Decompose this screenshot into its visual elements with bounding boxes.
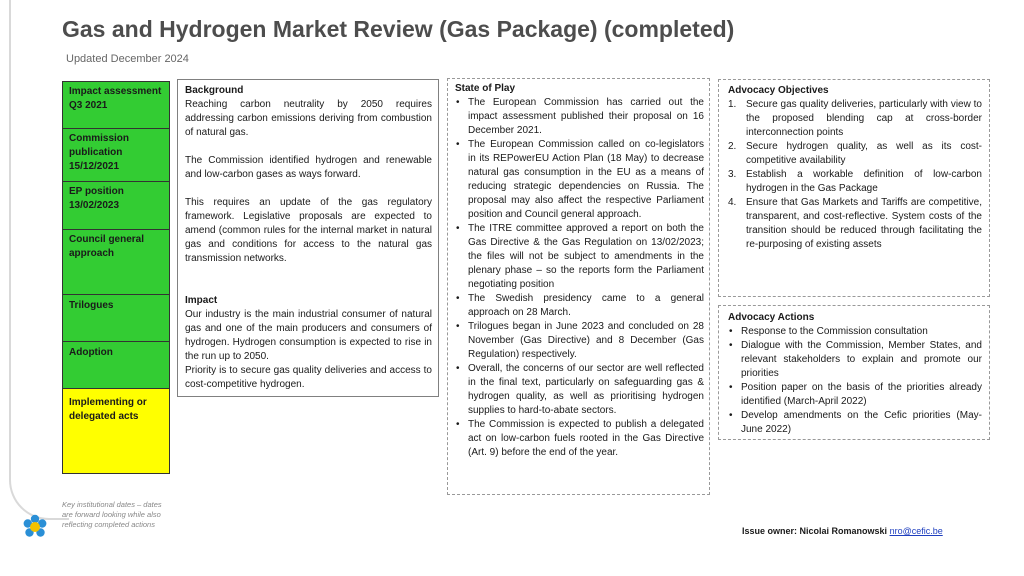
page-subtitle: Updated December 2024 — [66, 53, 189, 65]
timeline-step-impact-assessment: Impact assessment Q3 2021 — [63, 82, 169, 129]
issue-owner-label: Issue owner: Nicolai Romanowski — [742, 526, 888, 536]
impact-text: Our industry is the main industrial consumer of natural gas and one of the main producers and consumers of hydrogen. Hydrogen consumption is expected to rise in the run up to 2050. — [185, 309, 432, 362]
state-of-play-list — [455, 96, 704, 460]
advocacy-objectives-heading: Advocacy Objectives — [728, 85, 829, 96]
objective-number: 3. — [728, 169, 737, 180]
advocacy-objective-item — [728, 140, 982, 168]
state-of-play-item: • The ITRE committee approved a report on both the Gas Directive & the Gas Regulation on 13/02/2023; the files will not be subject to amendments in the plenary phase – so the reports form the Parliament negotiating position — [455, 222, 704, 292]
background-paragraph-2: The Commission identified hydrogen and renewable and low-carbon gases as ways forward. — [185, 155, 432, 180]
advocacy-action-item: • Dialogue with the Commission, Member States, and relevant stakeholders to explain and promote our priorities — [728, 339, 982, 381]
advocacy-objectives-list — [728, 98, 982, 252]
issue-owner — [742, 526, 943, 536]
advocacy-actions-box — [718, 305, 990, 440]
timeline-step-implementing-acts: Implementing or delegated acts — [63, 389, 169, 473]
background-box — [177, 79, 439, 397]
objective-number: 1. — [728, 99, 737, 110]
timeline-step-trilogues: Trilogues — [63, 295, 169, 342]
advocacy-action-item: • Response to the Commission consultation — [728, 325, 982, 339]
timeline-panel — [62, 81, 170, 474]
state-of-play-item: • The Swedish presidency came to a general approach on 28 March. — [455, 292, 704, 320]
background-paragraph-3: This requires an update of the gas regulatory framework. Legislative proposals are expected to amend (common rules for the internal market in natural gas and conditions for access to the natural gas transmission networks. — [185, 197, 432, 264]
timeline-step-adoption: Adoption — [63, 342, 169, 389]
advocacy-objective-item — [728, 98, 982, 140]
state-of-play-item: • Trilogues began in June 2023 and concluded on 28 November (Gas Directive) and 8 December (Gas Regulation) respectively. — [455, 320, 704, 362]
slide-frame-curve — [9, 0, 69, 520]
impact-heading: Impact — [185, 295, 218, 306]
page-title: Gas and Hydrogen Market Review (Gas Package) (completed) — [62, 16, 735, 42]
timeline-step-commission-publication: Commission publication 15/12/2021 — [63, 129, 169, 182]
state-of-play-heading: State of Play — [455, 83, 516, 94]
state-of-play-item: • The European Commission has carried out the impact assessment published their proposal on 16 December 2021. — [455, 96, 704, 138]
state-of-play-item: • The Commission is expected to publish a delegated act on low-carbon fuels rooted in the Gas Directive (Art. 9) before the end of the year. — [455, 418, 704, 460]
advocacy-objective-item — [728, 196, 982, 252]
advocacy-actions-heading: Advocacy Actions — [728, 312, 815, 323]
objective-number: 4. — [728, 197, 737, 208]
timeline-step-ep-position: EP position 13/02/2023 — [63, 182, 169, 230]
objective-number: 2. — [728, 141, 737, 152]
objective-text: Secure hydrogen quality, as well as its cost-competitive availability — [746, 141, 982, 166]
timeline-footnote: Key institutional dates – dates are forward looking while also reflecting completed actions — [62, 500, 162, 529]
advocacy-objectives-box — [718, 79, 990, 297]
background-paragraph-1: Reaching carbon neutrality by 2050 requires addressing carbon emissions deriving from combustion of natural gas. — [185, 99, 432, 138]
cefic-logo-icon — [22, 514, 48, 540]
state-of-play-item: • Overall, the concerns of our sector are well reflected in the final text, particularly on safeguarding gas & hydrogen quality, as well as prioritising hydrogen supplies to hard-to-abate sectors. — [455, 362, 704, 418]
state-of-play-box — [447, 78, 710, 495]
objective-text: Establish a workable definition of low-carbon hydrogen in the Gas Package — [746, 169, 982, 194]
advocacy-action-item: • Develop amendments on the Cefic priorities (May-June 2022) — [728, 409, 982, 437]
state-of-play-item: • The European Commission called on co-legislators in its REPowerEU Action Plan (18 May) to decrease natural gas consumption in the EU as a means of reducing strategic dependencies on Russia. The proposal may also affect the respective Parliament position and Council general approach. — [455, 138, 704, 222]
timeline-step-council-approach: Council general approach — [63, 230, 169, 295]
advocacy-action-item: • Position paper on the basis of the priorities already identified (March-April 2022) — [728, 381, 982, 409]
impact-priority-text: Priority is to secure gas quality deliveries and access to cost-competitive hydrogen. — [185, 365, 432, 390]
objective-text: Ensure that Gas Markets and Tariffs are competitive, transparent, and cost-reflective. System costs of the transition should be reduced through facilitating the re-purposing of existing assets — [746, 197, 982, 250]
objective-text: Secure gas quality deliveries, particularly with view to the proposed blending cap at cross-border interconnection points — [746, 99, 982, 138]
issue-owner-email-link[interactable]: nro@cefic.be — [889, 526, 943, 536]
background-heading: Background — [185, 85, 244, 96]
advocacy-actions-list — [728, 325, 982, 437]
advocacy-objective-item — [728, 168, 982, 196]
